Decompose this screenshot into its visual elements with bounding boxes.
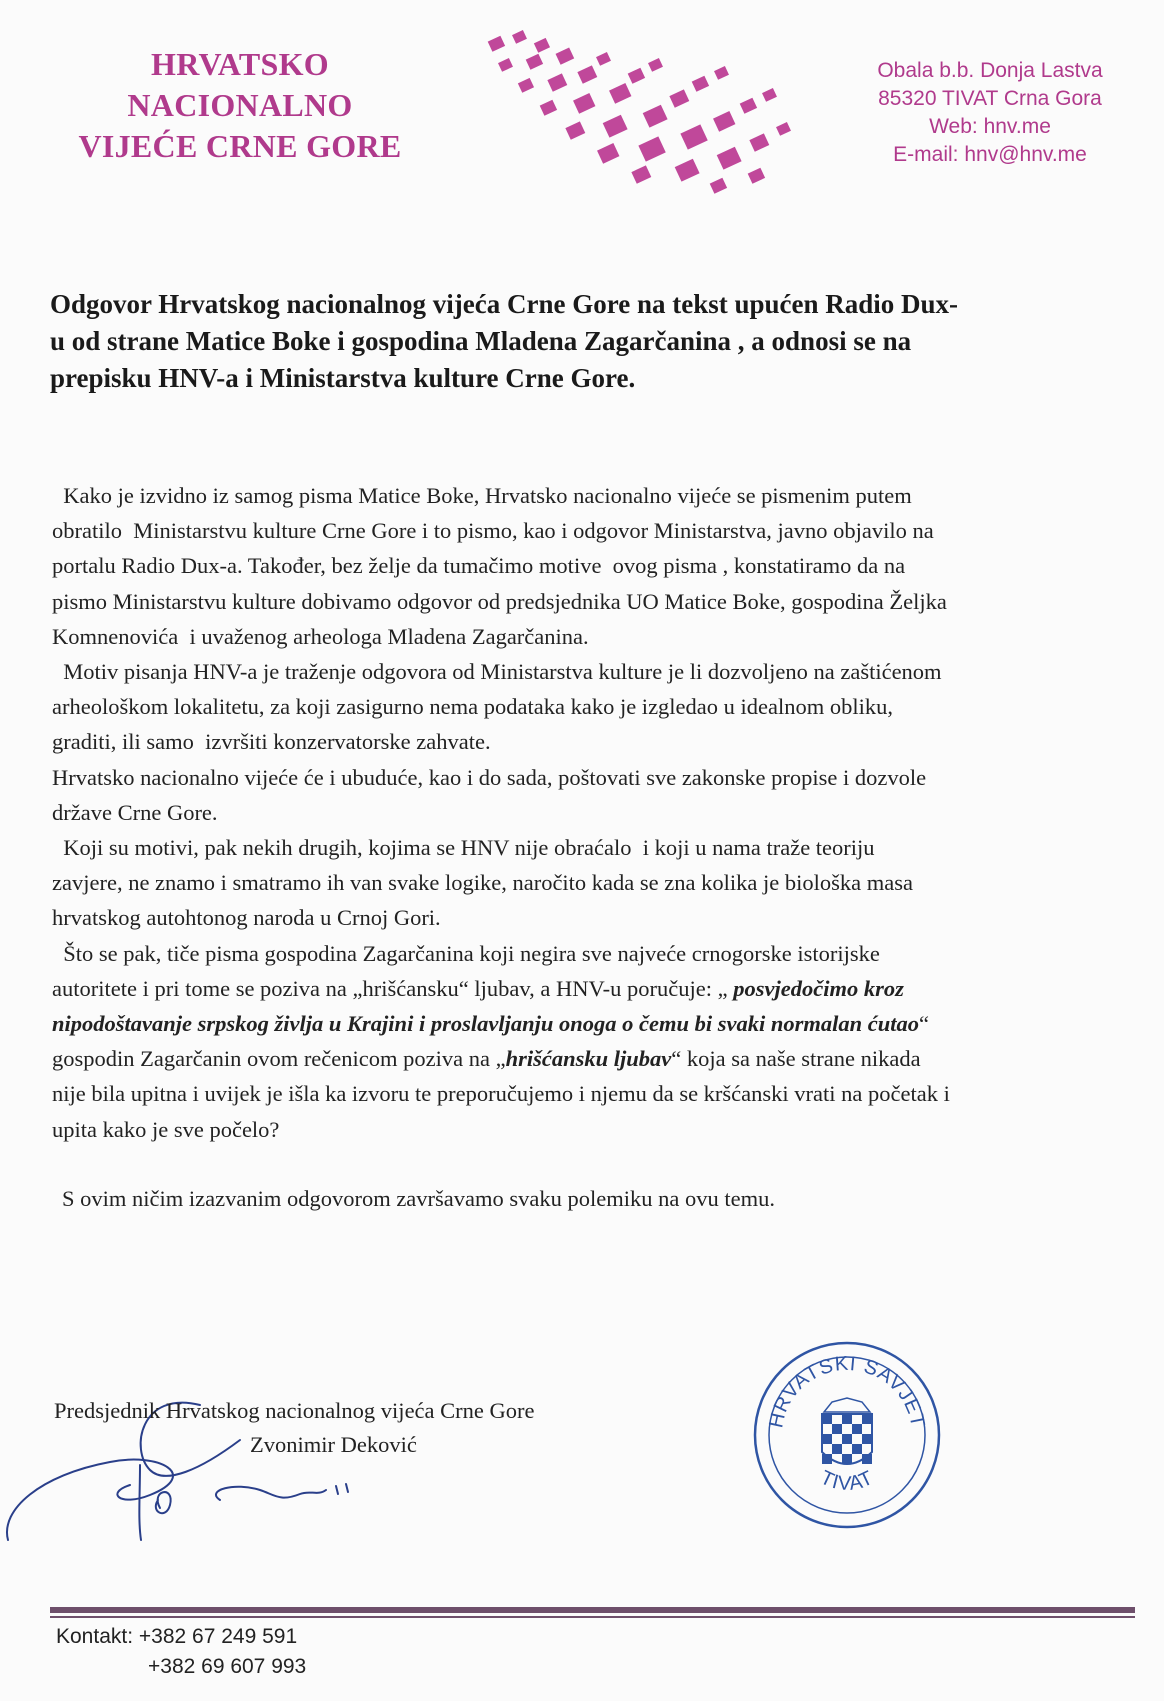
body-line: Što se pak, tiče pisma gospodina Zagarčanina koji negira sve najveće crnogorske istorijske: [52, 940, 880, 966]
checker-square: [832, 1444, 842, 1454]
logo-square: [748, 168, 765, 184]
signer-title: Predsjednik Hrvatskog nacionalnog vijeća Crne Gore: [54, 1398, 535, 1423]
logo-square: [749, 133, 769, 151]
logo-square: [692, 76, 709, 92]
body-line: portalu Radio Dux-a. Također, bez želje da tumačimo motive ovog pisma , konstatiramo da na: [52, 553, 906, 579]
logo-square: [540, 100, 557, 116]
checker-square: [862, 1414, 872, 1424]
signer-name: Zvonimir Deković: [250, 1432, 417, 1457]
subject-line: prepisku HNV-a i Ministarstva kulture Crne Gore.: [50, 363, 636, 393]
quote-emphasis: nipodoštavanje srpskog življa u Krajini i proslavljanju onoga o čemu bi svaki normalan ćutao: [52, 1011, 920, 1037]
quote-line-3-text: gospodin Zagarčanin ovom rečenicom poziva na „: [52, 1046, 506, 1072]
logo-square: [631, 165, 651, 183]
logo-square: [776, 122, 791, 136]
logo-square: [762, 88, 777, 102]
body-line: graditi, ili samo izvršiti konzervatorske zahvate.: [52, 729, 491, 755]
checker-square: [862, 1434, 872, 1444]
logo-square: [628, 68, 645, 84]
address-line-2: 85320 TIVAT Crna Gora: [878, 87, 1102, 110]
logo-square: [573, 93, 595, 114]
closing-sentence: S ovim ničim izazvanim odgovorom završavamo svaku polemiku na ovu temu.: [62, 1186, 775, 1211]
footer-contact-line-2: +382 69 607 993: [148, 1655, 307, 1678]
quote-line-2: [52, 1006, 1132, 1041]
checker-square: [852, 1424, 862, 1434]
address-line-1: Obala b.b. Donja Lastva: [877, 59, 1103, 82]
logo-square: [596, 52, 611, 66]
body-line: hrvatskog autohtonog naroda u Crnoj Gori.: [52, 905, 441, 931]
quote-emphasis: posvjedočimo kroz: [733, 975, 904, 1001]
body-line: Kako je izvidno iz samog pisma Matice Boke, Hrvatsko nacionalno vijeće se pismenim putem: [52, 483, 912, 508]
footer-contact: [56, 1622, 306, 1682]
coat-of-arms-icon: [822, 1398, 872, 1464]
header-contact: [830, 57, 1150, 169]
body-line: pismo Ministarstvu kulture dobivamo odgovor od predsjednika UO Matice Boke, gospodina Željka: [52, 588, 947, 614]
web-address: Web: hnv.me: [929, 115, 1051, 138]
logo-square: [603, 115, 628, 138]
quote-line-1-text: autoritete i pri tome se poziva na „hrišćansku“ ljubav, a HNV-u poručuje: „: [52, 975, 734, 1001]
logo-square: [512, 30, 527, 44]
org-name-line-3: VIJEĆE CRNE GORE: [78, 128, 402, 164]
logo-square: [547, 73, 567, 91]
logo-square: [534, 38, 550, 53]
body-line: obratilo Ministarstvu kulture Crne Gore i to pismo, kao i odgovor Ministarstva, javno objavilo na: [52, 518, 934, 544]
body-line: Komnenovića i uvaženog arheologa Mladena Zagarčanina.: [52, 623, 589, 649]
checker-square: [822, 1414, 832, 1424]
letter-body: [52, 478, 1132, 1147]
croatian-coat-of-arms-stamp: [752, 1340, 942, 1530]
quote-line-1: [52, 971, 1132, 1006]
logo-square: [488, 36, 505, 52]
org-name-line-2: NACIONALNO: [127, 87, 353, 123]
seal-bottom-text: TIVAT: [816, 1466, 878, 1496]
quote-line-3-rest: “ koja sa naše strane nikada: [671, 1046, 921, 1072]
logo-square: [710, 178, 727, 194]
body-line: države Crne Gore.: [52, 799, 218, 825]
quote-line-4: nije bila upitna i uvijek je išla ka izvoru te preporučujemo i njemu da se kršćanski vrati na početak i: [52, 1081, 950, 1107]
checker-square: [832, 1424, 842, 1434]
checker-square: [842, 1434, 852, 1444]
seal-top-text: HRVATSKI SAVJET: [765, 1352, 929, 1430]
logo-square: [714, 66, 729, 80]
quote-line-3: [52, 1041, 1132, 1076]
org-name-line-1: HRVATSKO: [151, 46, 329, 82]
quote-line-5: upita kako je sve počelo?: [52, 1116, 280, 1142]
checker-square: [822, 1434, 832, 1444]
body-line: Hrvatsko nacionalno vijeće će i ubuduće, kao i do sada, poštovati sve zakonske propise i dozvole: [52, 764, 927, 790]
logo-square: [577, 65, 597, 83]
logo-square: [518, 78, 534, 93]
logo-square: [556, 48, 575, 65]
logo-square: [675, 159, 700, 182]
checker-square: [842, 1414, 852, 1424]
quote-emphasis: hrišćansku ljubav: [505, 1046, 672, 1072]
body-line: zavjere, ne znamo i smatramo ih van svake logike, naročito kada se zna kolika je biološka masa: [52, 870, 913, 896]
logo-square: [648, 58, 663, 72]
body-line: arheološkom lokalitetu, za koji zasigurno nema podataka kako je izgledao u idealnom obliku,: [52, 694, 894, 720]
subject-line: u od strane Matice Boke i gospodina Mladena Zagarčanina , a odnosi se na: [50, 326, 912, 356]
logo-square: [643, 105, 668, 128]
logo-square: [680, 124, 707, 149]
quote-close-mark: “: [919, 1011, 930, 1037]
logo-square: [565, 121, 585, 139]
logo-square: [713, 111, 735, 132]
pixel-wave-logo: [480, 20, 820, 200]
checker-square: [852, 1444, 862, 1454]
logo-square: [609, 83, 631, 104]
body-line: Koji su motivi, pak nekih drugih, kojima se HNV nije obraćalo i koji u nama traže teoriju: [52, 835, 875, 861]
body-line: Motiv pisanja HNV-a je traženje odgovora od Ministarstva kulture je li dozvoljeno na zaštićenom: [52, 659, 942, 685]
organization-name: [40, 44, 440, 167]
logo-square: [717, 147, 742, 170]
footer-contact-line-1: Kontakt: +382 67 249 591: [56, 1625, 298, 1648]
subject-line: Odgovor Hrvatskog nacionalnog vijeća Crne Gore na tekst upućen Radio Dux-: [50, 289, 959, 319]
quote-paragraph: [52, 971, 1132, 1147]
logo-square: [638, 136, 665, 161]
logo-square: [526, 54, 543, 70]
logo-square: [740, 98, 757, 114]
logo-square: [498, 58, 513, 72]
letter-subject: [50, 286, 1130, 397]
logo-square: [597, 143, 619, 164]
email-address: E-mail: hnv@hnv.me: [893, 143, 1087, 166]
body-lines: [52, 478, 1132, 971]
logo-square: [669, 89, 689, 107]
footer-rule: [50, 1607, 1135, 1619]
checker-square: [842, 1454, 852, 1464]
